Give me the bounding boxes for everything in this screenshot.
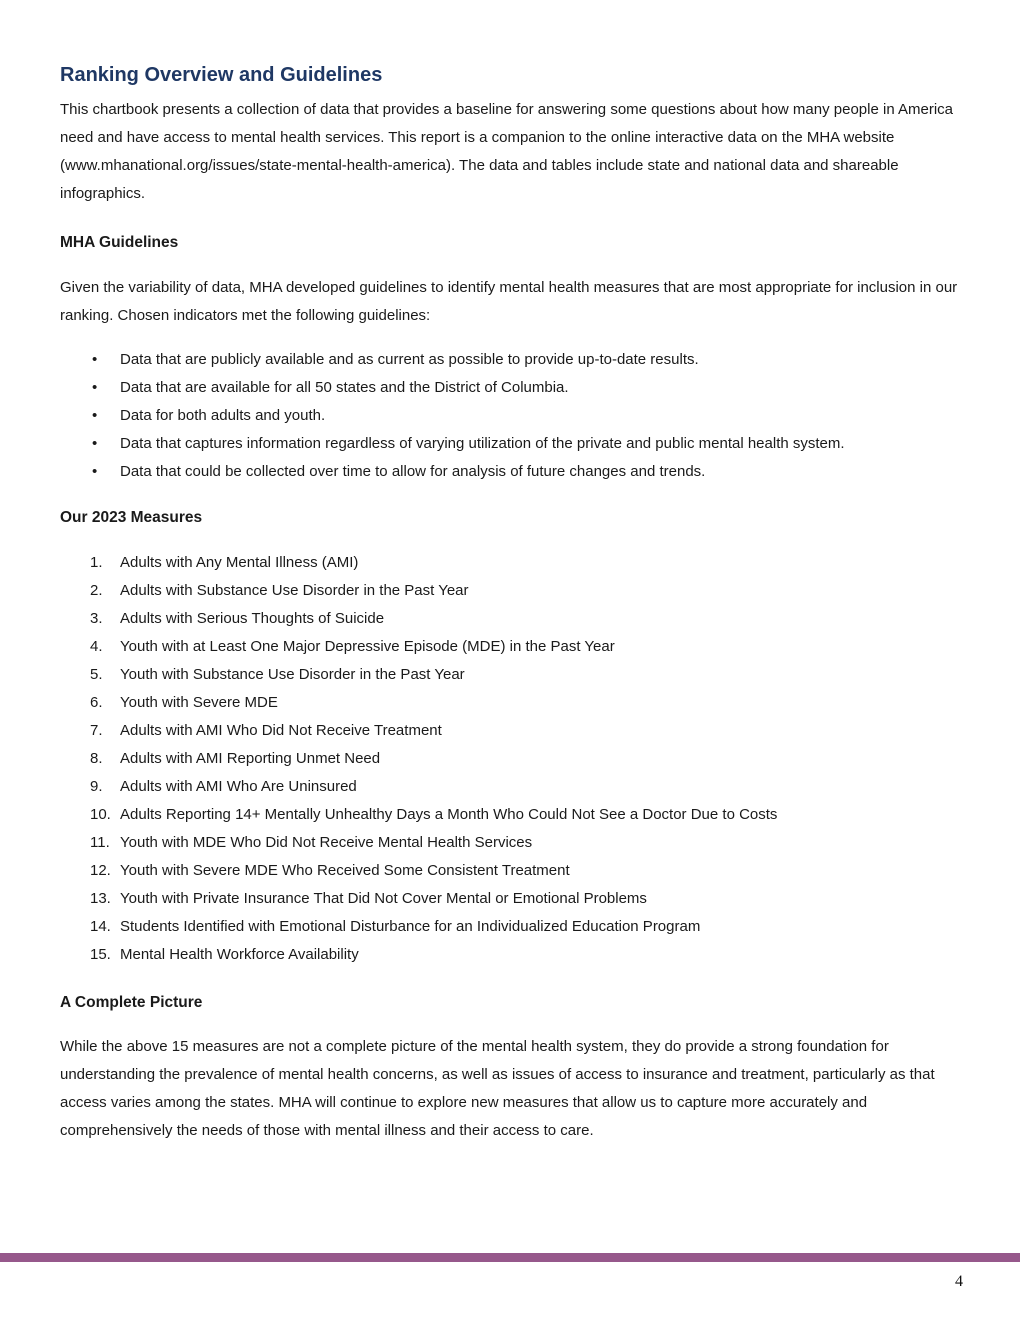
numbered-list-item <box>90 549 960 577</box>
numbered-item-text: Youth with Severe MDE Who Received Some Consistent Treatment <box>120 862 570 879</box>
numbered-item-text: Adults with Any Mental Illness (AMI) <box>120 554 359 571</box>
footer-rule <box>0 1253 1020 1262</box>
guidelines-bullet-list <box>60 346 960 486</box>
numbered-item-text: Adults with AMI Who Are Uninsured <box>120 778 357 795</box>
numbered-list-item <box>90 773 960 801</box>
list-number: 1. <box>90 554 103 571</box>
intro-paragraph: This chartbook presents a collection of data that provides a baseline for answering some questions about how many people in America need and have access to mental health services. This report is a companion to the online interactive data on the MHA website (www.mhanational.org/issues/state-mental-health-america). The data and tables include state and national data and shareable infographics. <box>60 101 954 202</box>
list-number: 5. <box>90 666 103 683</box>
numbered-list-item <box>90 717 960 745</box>
numbered-list-item <box>90 689 960 717</box>
numbered-list-item <box>90 745 960 773</box>
mha-guidelines-paragraph: Given the variability of data, MHA developed guidelines to identify mental health measures that are most appropriate for inclusion in our ranking. Chosen indicators met the following guidelines: <box>60 279 958 324</box>
numbered-list-item <box>90 605 960 633</box>
numbered-item-text: Students Identified with Emotional Disturbance for an Individualized Education Program <box>120 918 701 935</box>
numbered-item-text: Youth with MDE Who Did Not Receive Mental Health Services <box>120 834 533 851</box>
bullet-list-item <box>92 458 960 486</box>
page-number: 4 <box>955 1273 963 1290</box>
section-heading-our-2023-measures: Our 2023 Measures <box>60 509 203 526</box>
bullet-icon <box>92 402 120 430</box>
bullet-item-text: Data that captures information regardless of varying utilization of the private and public mental health system. <box>120 435 845 452</box>
numbered-list-item <box>90 941 960 969</box>
list-number: 4. <box>90 638 103 655</box>
bullet-list-item <box>92 374 960 402</box>
list-number: 13. <box>90 890 111 907</box>
page-title: Ranking Overview and Guidelines <box>60 64 383 86</box>
bullet-icon <box>92 374 120 402</box>
section-heading-a-complete-picture: A Complete Picture <box>60 994 203 1011</box>
bullet-item-text: Data for both adults and youth. <box>120 407 326 424</box>
numbered-item-text: Adults with Substance Use Disorder in the Past Year <box>120 582 469 599</box>
list-number: 9. <box>90 778 103 795</box>
complete-picture-paragraph: While the above 15 measures are not a complete picture of the mental health system, they do provide a strong foundation for understanding the prevalence of mental health concerns, as well as issues of access to insurance and treatment, particularly as that access varies among the states. MHA will continue to explore new measures that allow us to capture more accurately and comprehensively the needs of those with mental illness and their access to care. <box>60 1038 935 1139</box>
bullet-list-item <box>92 346 960 374</box>
list-number: 8. <box>90 750 103 767</box>
list-number: 2. <box>90 582 103 599</box>
numbered-item-text: Adults with AMI Who Did Not Receive Treatment <box>120 722 442 739</box>
numbered-list-item <box>90 857 960 885</box>
bullet-icon <box>92 430 120 458</box>
bullet-item-text: Data that could be collected over time to allow for analysis of future changes and trends. <box>120 463 706 480</box>
list-number: 7. <box>90 722 103 739</box>
list-number: 12. <box>90 862 111 879</box>
list-number: 6. <box>90 694 103 711</box>
numbered-item-text: Youth with Severe MDE <box>120 694 278 711</box>
numbered-list-item <box>90 633 960 661</box>
numbered-item-text: Mental Health Workforce Availability <box>120 946 359 963</box>
numbered-item-text: Youth with at Least One Major Depressive Episode (MDE) in the Past Year <box>120 638 615 655</box>
numbered-list-item <box>90 913 960 941</box>
numbered-item-text: Adults with Serious Thoughts of Suicide <box>120 610 385 627</box>
list-number: 14. <box>90 918 111 935</box>
list-number: 11. <box>90 834 110 851</box>
bullet-icon <box>92 346 120 374</box>
numbered-item-text: Adults Reporting 14+ Mentally Unhealthy Days a Month Who Could Not See a Doctor Due to Costs <box>120 806 778 823</box>
numbered-list-item <box>90 829 960 857</box>
measures-numbered-list <box>60 549 960 969</box>
numbered-item-text: Youth with Substance Use Disorder in the Past Year <box>120 666 465 683</box>
section-heading-mha-guidelines: MHA Guidelines <box>60 234 179 251</box>
bullet-item-text: Data that are available for all 50 states and the District of Columbia. <box>120 379 569 396</box>
numbered-list-item <box>90 661 960 689</box>
list-number: 3. <box>90 610 103 627</box>
bullet-item-text: Data that are publicly available and as current as possible to provide up-to-date results. <box>120 351 699 368</box>
numbered-item-text: Adults with AMI Reporting Unmet Need <box>120 750 381 767</box>
list-number: 15. <box>90 946 111 963</box>
bullet-list-item <box>92 402 960 430</box>
numbered-item-text: Youth with Private Insurance That Did Not Cover Mental or Emotional Problems <box>120 890 647 907</box>
numbered-list-item <box>90 577 960 605</box>
bullet-icon <box>92 458 120 486</box>
list-number: 10. <box>90 806 111 823</box>
bullet-list-item <box>92 430 960 458</box>
numbered-list-item <box>90 801 960 829</box>
numbered-list-item <box>90 885 960 913</box>
